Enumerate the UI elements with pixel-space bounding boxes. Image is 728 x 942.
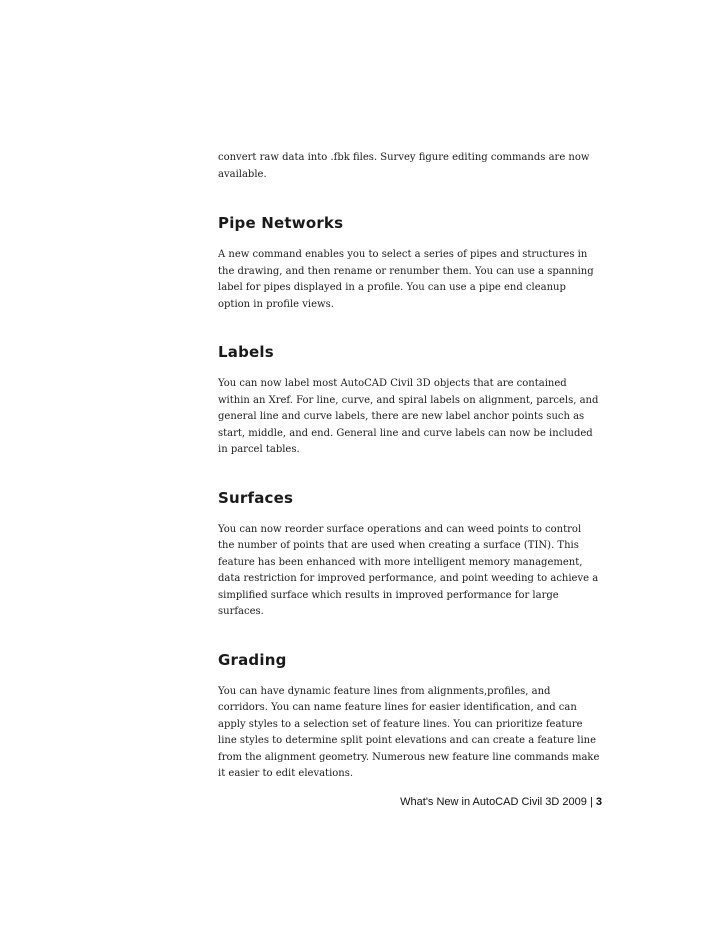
heading-labels: Labels: [218, 343, 274, 361]
heading-surfaces: Surfaces: [218, 488, 294, 507]
page-number: 3: [595, 796, 602, 808]
paragraph-labels: You can now label most AutoCAD Civil 3D objects that are contained within an Xref. For line, curve, and spiral labels on alignment, parcels, and general line and curve labels, there are new label anchor points such as start, middle, and end. General line and curve labels can now be included in parcel tables.: [218, 378, 599, 455]
heading-pipe-networks: Pipe Networks: [218, 214, 344, 232]
lead-paragraph: convert raw data into .fbk files. Survey figure editing commands are now available.: [218, 152, 590, 180]
paragraph-grading: You can have dynamic feature lines from alignments,profiles, and corridors. You can name feature lines for easier identification, and can apply styles to a selection set of feature lines. You can prioritize feature line styles to determine split point elevations and can create a feature line from the alignment geometry. Numerous new feature line commands make it easier to edit elevations.: [218, 685, 600, 779]
paragraph-surfaces: You can now reorder surface operations and can weed points to control the number of points that are used when creating a surface (TIN). This feature has been enhanced with more intelligent memory management, data restriction for improved performance, and point weeding to achieve a simplified surface which results in improved performance for large surfaces.: [218, 523, 599, 617]
paragraph-pipe-networks: A new command enables you to select a series of pipes and structures in the drawing, and then rename or renumber them. You can use a spanning label for pipes displayed in a profile. You can use a pipe end cleanup option in profile views.: [218, 249, 594, 310]
page-footer: [400, 796, 602, 808]
document-page: [218, 150, 600, 783]
footer-title: What's New in AutoCAD Civil 3D 2009: [400, 796, 587, 808]
heading-grading: Grading: [218, 650, 287, 669]
footer-separator: |: [589, 796, 593, 808]
